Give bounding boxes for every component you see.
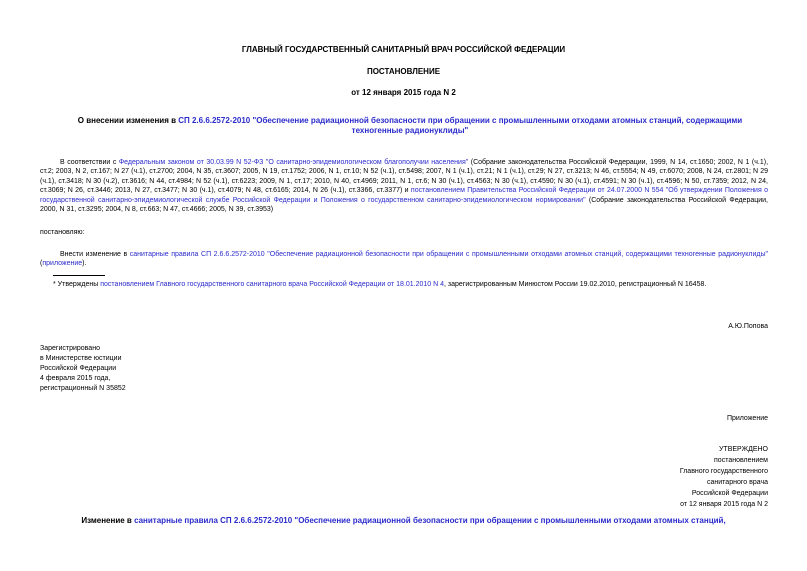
p2-text-c: ). xyxy=(82,260,87,268)
government-decree-link[interactable]: постановлением Правительства Российской Федерации от 24.07.2000 N 554 "Об утверждении Положения о государственной санитарно-эпидемиологической службе Российской Федерации и Положения о государственном санитарно-эпидемиологическом нормировании" xyxy=(40,187,768,204)
appendix-link[interactable]: приложение xyxy=(42,260,83,268)
registration-line: в Министерстве юстиции xyxy=(40,355,122,362)
p1-text-a: В соответствии с xyxy=(60,159,119,166)
doc-type-heading: ПОСТАНОВЛЕНИЕ xyxy=(366,67,441,76)
bottom-title xyxy=(0,516,807,527)
footnote-text-a: * Утверждены xyxy=(53,281,101,288)
p2-text-b: ( xyxy=(40,260,43,268)
p2-text-a: Внести изменение в xyxy=(60,251,130,258)
resolve-text: постановляю: xyxy=(40,229,85,236)
registration-block xyxy=(40,344,126,394)
footnote-text-b: , зарегистрированным Минюстом России 19.02.2010, регистрационный N 16458. xyxy=(444,281,707,288)
federal-law-link[interactable]: Федеральным законом от 30.03.99 N 52-ФЗ "О санитарно-эпидемиологическом благополучии населения" xyxy=(118,159,469,166)
bottom-title-link[interactable]: санитарные правила СП 2.6.6.2572-2010 "Обеспечение радиационной безопасности при обращении с промышленными отходами атомных станций, xyxy=(134,516,726,525)
signature: А.Ю.Попова xyxy=(728,323,768,330)
document-title xyxy=(70,116,750,137)
bottom-title-prefix: Изменение в xyxy=(81,516,135,525)
title-prefix: О внесении изменения в xyxy=(77,116,179,125)
registration-line: Российской Федерации xyxy=(40,365,117,372)
approval-block xyxy=(600,444,768,510)
title-link[interactable]: СП 2.6.6.2572-2010 "Обеспечение радиационной безопасности при обращении с промышленными отходами атомных станций, содержащими техногенные радионуклиды" xyxy=(178,116,743,136)
paragraph-resolution xyxy=(40,250,768,269)
approval-line: постановлением xyxy=(714,457,768,464)
footnote-link[interactable]: постановлением Главного государственного санитарного врача Российской Федерации от 18.01.2010 N 4 xyxy=(100,281,445,288)
date-heading: от 12 января 2015 года N 2 xyxy=(351,88,456,97)
approval-line: санитарного врача xyxy=(707,479,768,486)
footnote xyxy=(53,280,768,289)
approval-line: от 12 января 2015 года N 2 xyxy=(680,501,768,508)
paragraph-legal-basis xyxy=(40,158,768,215)
footnote-divider xyxy=(53,275,105,276)
p1-text-c: (Собрание законодательства Российской Федерации, 2000, N 31, ст.3295; 2004, N 8, ст.663; N 47, ст.4666; 2005, N 39, ст.3953) xyxy=(40,196,769,214)
approval-line: Главного государственного xyxy=(679,468,768,475)
appendix-label: Приложение xyxy=(726,415,768,422)
sanitary-rules-link[interactable]: санитарные правила СП 2.6.6.2572-2010 "Обеспечение радиационной безопасности при обращении с промышленными отходами атомных станций, содержащими техногенные радионуклиды" xyxy=(129,251,768,258)
registration-line: 4 февраля 2015 года, xyxy=(40,375,111,382)
authority-heading: ГЛАВНЫЙ ГОСУДАРСТВЕННЫЙ САНИТАРНЫЙ ВРАЧ РОССИЙСКОЙ ФЕДЕРАЦИИ xyxy=(241,45,566,54)
p1-text-b: (Собрание законодательства Российской Федерации, 1999, N 14, ст.1650; 2002, N 1 (ч.1), ст.2; 2003, N 2, ст.167; N 27 (ч.1), ст.2700; 2004, N 35, ст.3607; 2005, N 19, ст.1752; 2006, N 1, ст.10; N 52 (ч.1), ст.5498; 2007, N 1 (ч.1), ст.21; N 1 (ч.1), ст.29; N 27, ст.3213; N 46, ст.5554; N 49, ст.6070; 2008, N 24, ст.2801; N 29 (ч.1), ст.3418; N 30 (ч.2), ст.3616; N 44, ст.4984; N 52 (ч.1), ст.6223; 2009, N 1, ст.17; 2010, N 40, ст.4969; 2011, N 1, ст.6; N 30 (ч.1), ст.4563; N 30 (ч.1), ст.4590; N 30 (ч.1), ст.4591; N 30 (ч.1), ст.4596; N 50, ст.7359; 2012, N 24, ст.3069; N 26, ст.3446; 2013, N 27, ст.3477; N 30 (ч.1), ст.4079; N 48, ст.6165; 2014, N 26 (ч.1), ст.3366, ст.3377) и xyxy=(40,159,769,195)
approval-line: УТВЕРЖДЕНО xyxy=(718,446,768,453)
registration-line: Зарегистрировано xyxy=(40,345,100,352)
registration-line: регистрационный N 35852 xyxy=(40,385,126,392)
approval-line: Российской Федерации xyxy=(691,490,768,497)
